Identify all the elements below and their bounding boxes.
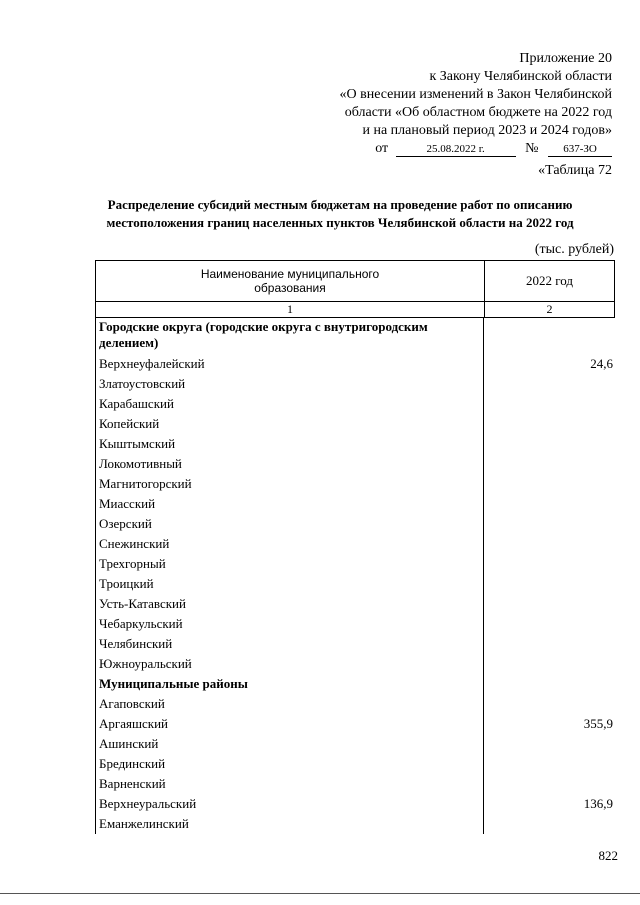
- municipality-name: Брединский: [99, 756, 166, 771]
- municipality-name: Миасский: [99, 496, 156, 511]
- municipality-name: Локомотивный: [99, 456, 182, 471]
- table-row: [95, 554, 615, 574]
- column-number: 1: [96, 302, 485, 317]
- municipality-name: Озерский: [99, 516, 152, 531]
- municipality-name: Верхнеуральский: [99, 796, 197, 811]
- subsidy-value: [479, 454, 615, 474]
- subsidy-value: [479, 694, 615, 714]
- urban-district-rows: [95, 354, 615, 674]
- table-row: [95, 814, 615, 834]
- table-row: [95, 614, 615, 634]
- table-header: [95, 260, 615, 302]
- subsidy-value: [479, 394, 615, 414]
- municipality-name: Усть-Катавский: [99, 596, 186, 611]
- table-row: [95, 774, 615, 794]
- municipality-name: Ашинский: [99, 736, 159, 751]
- subsidy-value: [479, 534, 615, 554]
- subsidy-value: [479, 754, 615, 774]
- table-row: [95, 534, 615, 554]
- municipality-name: Карабашский: [99, 396, 174, 411]
- subsidy-value: [479, 634, 615, 654]
- table-row: [95, 594, 615, 614]
- table-row: [95, 654, 615, 674]
- annex-line: к Закону Челябинской области: [429, 69, 612, 84]
- page-number: 822: [598, 848, 618, 863]
- law-number: 637-ЗО: [548, 143, 612, 157]
- subsidy-value: [479, 434, 615, 454]
- subsidy-value: 24,6: [590, 356, 613, 371]
- document-title: [80, 196, 600, 232]
- municipality-name: Трехгорный: [99, 556, 166, 571]
- table-row: [95, 454, 615, 474]
- subsidy-value: [479, 574, 615, 594]
- table-reference: «Таблица 72: [538, 163, 612, 178]
- municipality-name: Аргаяшский: [99, 716, 168, 731]
- group-label: Городские округа (городские округа с внутригородским: [99, 319, 428, 334]
- table-row: [95, 374, 615, 394]
- table-row: [95, 734, 615, 754]
- law-date: 25.08.2022 г.: [396, 143, 516, 157]
- table-row: [95, 414, 615, 434]
- subsidy-value: 136,9: [583, 796, 613, 811]
- table-row: [95, 794, 615, 814]
- annex-date-line: [292, 140, 612, 158]
- number-prefix: №: [525, 141, 539, 156]
- table-row: [95, 514, 615, 534]
- header-municipality: [96, 261, 485, 301]
- municipality-name: Еманжелинский: [99, 816, 189, 831]
- municipal-district-rows: [95, 694, 615, 834]
- subsidy-value: [479, 614, 615, 634]
- municipality-name: Южноуральский: [99, 656, 192, 671]
- municipality-name: Кыштымский: [99, 436, 176, 451]
- municipality-name: Варненский: [99, 776, 166, 791]
- subsidy-value: [479, 554, 615, 574]
- group-row-urban-districts: [95, 318, 615, 354]
- municipality-name: Магнитогорский: [99, 476, 192, 491]
- municipality-name: Снежинский: [99, 536, 170, 551]
- subsidy-value: [479, 594, 615, 614]
- table-row: [95, 754, 615, 774]
- title-line: Распределение субсидий местным бюджетам на проведение работ по описанию: [107, 197, 573, 212]
- column-numbers-row: [95, 302, 615, 318]
- title-line: местоположения границ населенных пунктов Челябинской области на 2022 год: [106, 215, 574, 230]
- subsidy-value: [479, 414, 615, 434]
- municipality-name: Златоустовский: [99, 376, 186, 391]
- subsidy-value: [479, 654, 615, 674]
- subsidy-table: [95, 260, 615, 834]
- group-label: делением): [99, 335, 159, 350]
- subsidy-value: [479, 774, 615, 794]
- table-row: [95, 354, 615, 374]
- subsidy-value: 355,9: [583, 716, 613, 731]
- annex-block: [292, 50, 612, 158]
- subsidy-value: [479, 474, 615, 494]
- municipality-name: Верхнеуфалейский: [99, 356, 205, 371]
- annex-line: «О внесении изменений в Закон Челябинской: [339, 87, 612, 102]
- header-municipality-line: Наименование муниципального: [200, 267, 380, 281]
- subsidy-value: [479, 814, 615, 834]
- table-row: [95, 574, 615, 594]
- municipality-name: Агаповский: [99, 696, 165, 711]
- group-row-municipal-districts: [95, 674, 615, 694]
- table-row: [95, 714, 615, 734]
- table-row: [95, 474, 615, 494]
- annex-line: Приложение 20: [519, 51, 612, 66]
- header-municipality-line: образования: [254, 281, 326, 295]
- municipality-name: Троицкий: [99, 576, 154, 591]
- units-label: (тыс. рублей): [534, 242, 614, 257]
- table-row: [95, 494, 615, 514]
- subsidy-value: [479, 494, 615, 514]
- table-row: [95, 694, 615, 714]
- table-row: [95, 634, 615, 654]
- annex-line: и на плановый период 2023 и 2024 годов»: [362, 123, 612, 138]
- municipality-name: Челябинский: [99, 636, 173, 651]
- bottom-divider: [0, 893, 640, 894]
- subsidy-value: [479, 514, 615, 534]
- municipality-name: Чебаркульский: [99, 616, 183, 631]
- table-row: [95, 394, 615, 414]
- subsidy-value: [479, 374, 615, 394]
- subsidy-value: [479, 734, 615, 754]
- header-year: 2022 год: [526, 273, 573, 288]
- annex-line: области «Об областном бюджете на 2022 год: [344, 105, 612, 120]
- group-label: Муниципальные районы: [99, 676, 248, 691]
- table-row: [95, 434, 615, 454]
- table-body: [95, 318, 615, 834]
- date-prefix: от: [375, 141, 389, 156]
- municipality-name: Копейский: [99, 416, 160, 431]
- column-number: 2: [546, 302, 553, 316]
